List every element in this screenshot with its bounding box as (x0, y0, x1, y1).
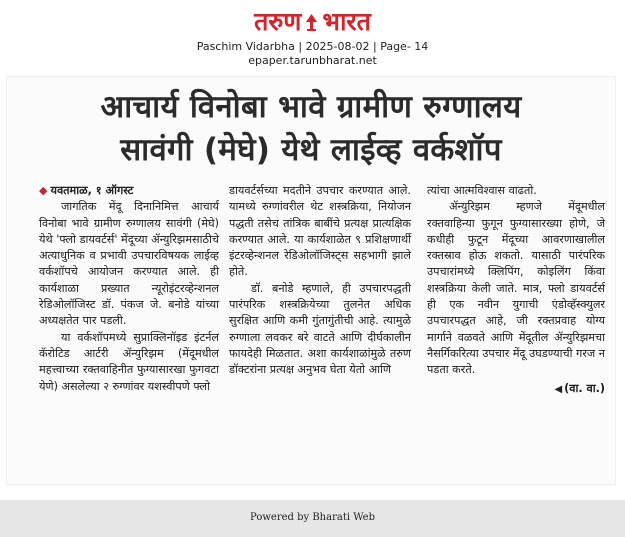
paragraph: या वर्कशॉपमध्ये सुप्राक्लिनॉइड इंटर्नल कॅरोटिड आर्टरी ॲन्युरिझम (मेंदूमधील महत्त्वाच्या रक्तवाहिनीत फुग्यासारखा फुगवटा येणे) असलेल्या २ रुग्णांवर यशस्वीपणे फ्लो (39, 330, 219, 393)
headline-line-1: आचार्य विनोबा भावे ग्रामीण रुग्णालय (100, 89, 522, 125)
article-column-3 (427, 183, 605, 398)
article-column-1 (39, 183, 219, 395)
article-body (39, 183, 605, 478)
article-clipping (6, 76, 616, 485)
torch-emblem-icon (304, 13, 319, 31)
paragraph: ॲन्युरिझम म्हणजे मेंदूमधील रक्तवाहिन्या फुगून फुग्यासारख्या होणे, जे कधीही फुटून मेंदूच्या आवरणाखालील रक्तस्राव होऊ शकतो. यासाठी पारंपरिक उपचारांमध्ये क्लिपिंग, कोइलिंग किंवा शस्त्रक्रिया केली जाते. मात्र, फ्लो डायवर्टर्स ही एक नवीन युगाची एंडोव्हॅस्क्युलर उपचारपद्धत आहे, जी रक्तप्रवाह योग्य मार्गाने वळवते आणि मेंदूतील ॲन्युरिझमचा नैसर्गिकरित्या उपचार मेंदू उघडण्याची गरज न पडता करते. (427, 200, 605, 377)
headline-line-2: सावंगी (मेघे) येथे लाईव्ह वर्कशॉप (120, 132, 502, 168)
masthead (0, 8, 625, 68)
dateline (39, 183, 219, 199)
triangle-marker-icon: ◀ (554, 383, 563, 395)
logo-text-right: भारत (322, 7, 371, 36)
paragraph: त्यांचा आत्मविश्वास वाढतो. (427, 184, 537, 197)
article-column-2 (229, 183, 411, 379)
paragraph: डॉ. बनोडे म्हणाले, ही उपचारपद्धती पारंपरिक शस्त्रक्रियेच्या तुलनेत अधिक सुरक्षित आणि कमी गुंतागुंतीची आहे. त्यामुळे रुग्णाला लवकर बरे वाटते आणि दीर्घकालीन फायदेही मिळतात. अशा कार्यशाळांमुळे तरुण डॉक्टरांना प्रत्यक्ष अनुभव घेता येतो आणि (229, 281, 411, 377)
paragraph: जागतिक मेंदू दिनानिमित्त आचार्य विनोबा भावे ग्रामीण रुग्णालय सावंगी (मेघे) येथे 'फ्लो डायवर्टर्स' मेंदूच्या ॲन्युरिझमसाठीचे अत्याधुनिक व प्रभावी उपचारविषयक लाईव्ह वर्कशॉपचे आयोजन करण्यात आले. ही कार्यशाळा प्रख्यात न्यूरोइंटरव्हेन्शनल रेडिओलॉजिस्ट डॉ. पंकज जे. बनोडे यांच्या अध्यक्षतेत पार पडली. (39, 200, 219, 328)
signoff (427, 381, 605, 398)
logo-text-left: तरुण (254, 7, 302, 36)
edition-line: Paschim Vidarbha | 2025-08-02 | Page- 14 (196, 40, 429, 53)
paragraph: डायवर्टर्सच्या मदतीने उपचार करण्यात आले. यामध्ये रुग्णांवरील थेट शस्त्रक्रिया, नियोजन पद्धती तसेच तांत्रिक बाबींचे प्रत्यक्ष प्रात्यक्षिक करण्यात आले. या कार्यशाळेत ९ प्रशिक्षणार्थी इंटरव्हेन्शनल रेडिओलॉजिस्ट्स सहभागी झाले होते. (229, 184, 411, 279)
newspaper-logo[interactable] (254, 8, 371, 36)
powered-by-link[interactable]: Powered by Bharati Web (250, 512, 375, 523)
dateline-text: यवतमाळ, १ ऑगस्ट (50, 184, 134, 197)
epaper-url[interactable]: epaper.tarunbharat.net (248, 54, 377, 67)
footer-bar (0, 500, 625, 537)
signoff-text: (वा. वा.) (564, 381, 605, 395)
diamond-bullet-icon: ◆ (39, 184, 48, 197)
